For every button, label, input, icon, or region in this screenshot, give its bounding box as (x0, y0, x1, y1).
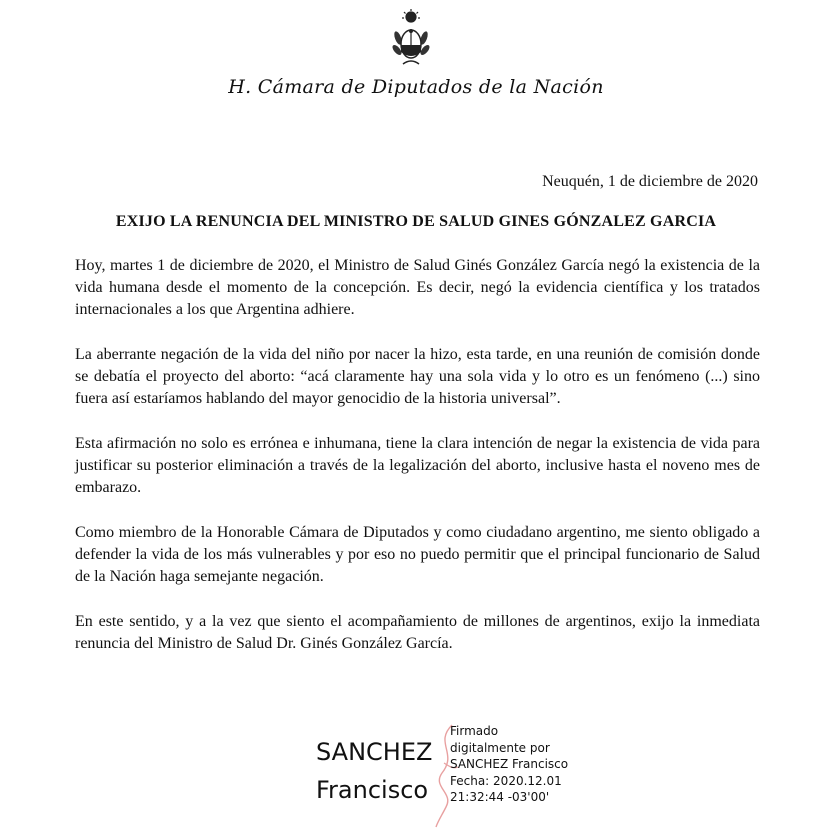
signature-detail-line: Firmado (450, 724, 499, 738)
paragraph: Como miembro de la Honorable Cámara de Diputados y como ciudadano argentino, me siento obligado a defender la vida de los más vulnerables y por eso no puedo permitir que el principal funcionario de Salud de la Nación haga semejante negación. (75, 524, 760, 585)
paragraph: La aberrante negación de la vida del niño por nacer la hizo, esta tarde, en una reunión de comisión donde se debatía el proyecto del aborto: “acá claramente hay una sola vida y lo otro es un fenómeno (...) sino fuera así estaríamos hablando del mayor genocidio de la historia universal”. (75, 346, 760, 407)
signature-details (450, 723, 568, 806)
signature-detail-line: SANCHEZ Francisco (450, 757, 569, 771)
coat-of-arms-icon (391, 8, 431, 68)
signer-name (316, 733, 432, 809)
signature-detail-line: 21:32:44 -03'00' (450, 790, 550, 804)
signer-surname: SANCHEZ (316, 738, 433, 766)
letter-title: EXIJO LA RENUNCIA DEL MINISTRO DE SALUD GINES GÓNZALEZ GARCIA (115, 213, 717, 230)
signature-detail-line: digitalmente por (450, 740, 550, 755)
signature-detail-line: Fecha: 2020.12.01 (450, 773, 562, 788)
paragraph: Esta afirmación no solo es errónea e inhumana, tiene la clara intención de negar la existencia de vida para justificar su posterior eliminación a través de la legalización del aborto, inclusive hasta el noveno mes de embarazo. (75, 435, 760, 496)
signer-first-name: Francisco (316, 776, 429, 804)
paragraph: Hoy, martes 1 de diciembre de 2020, el Ministro de Salud Ginés González García negó la existencia de la vida humana desde el momento de la concepción. Es decir, negó la evidencia científica y los tratados internacionales a los que Argentina adhiere. (75, 257, 760, 318)
letter-body (75, 255, 760, 678)
digital-signature (316, 723, 616, 828)
institution-name: H. Cámara de Diputados de la Nación (228, 76, 604, 98)
letter-date: Neuquén, 1 de diciembre de 2020 (542, 173, 758, 190)
paragraph: En este sentido, y a la vez que siento el acompañamiento de millones de argentinos, exijo la inmediata renuncia del Ministro de Salud Dr. Ginés González García. (75, 613, 760, 652)
